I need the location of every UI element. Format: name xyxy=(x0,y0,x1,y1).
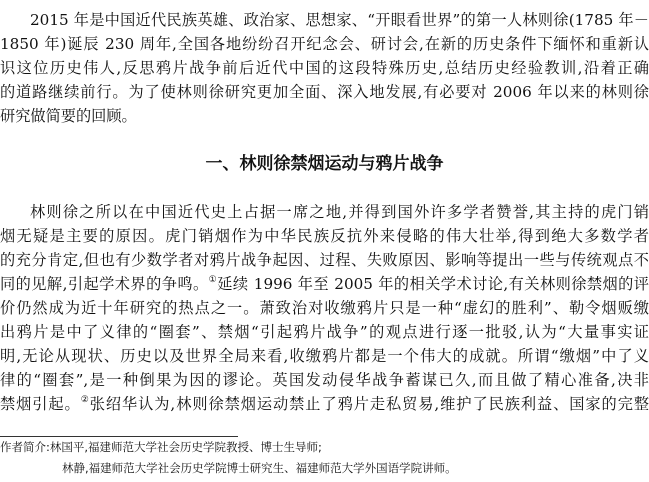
intro-line-5: 研究做简要的回顾。 xyxy=(0,107,137,125)
footnote-ref-1[interactable]: ① xyxy=(208,275,218,285)
body-line-2: 烟无疑是主要的原因。虎门销烟作为中华民族反抗外来侵略的伟大壮举,得到绝大多数学者 xyxy=(0,227,649,245)
footnote-divider xyxy=(0,436,238,437)
intro-line-3: 识这位历史伟人,反思鸦片战争前后近代中国的这段特殊历史,总结历史经验教训,沿着正确 xyxy=(0,59,649,77)
body-line-6: 出鸦片是中了义律的“圈套”、禁烟“引起鸦片战争”的观点进行逐一批驳,认为“大量事实证 xyxy=(0,323,649,341)
intro-line-1: 2015 年是中国近代民族英雄、政治家、思想家、“开眼看世界”的第一人林则徐(1785 年－ xyxy=(30,11,649,29)
body-line-7: 明,无论从现状、历史以及世界全局来看,收缴鸦片都是一个伟大的成就。所谓“缴烟”中了义 xyxy=(0,347,649,365)
body-line-3: 的充分肯定,但也有少数学者对鸦片战争起因、过程、失败原因、影响等提出一些与传统观点不 xyxy=(0,251,649,269)
body-line-8: 律的“圈套”,是一种倒果为因的谬论。英国发动侵华战争蓄谋已久,而且做了精心准备,决非 xyxy=(0,371,649,389)
section-heading: 一、林则徐禁烟运动与鸦片战争 xyxy=(205,154,444,174)
body-line-4 xyxy=(0,272,649,296)
body-line-9-text-a: 禁烟引起。 xyxy=(0,395,81,413)
author-note-line-2: 林静,福建师范大学社会历史学院博士研究生、福建师范大学外国语学院讲师。 xyxy=(62,461,457,475)
body-line-5: 价仍然成为近十年研究的热点之一。萧致治对收缴鸦片只是一种“虚幻的胜利”、勒令烟贩缴 xyxy=(0,299,649,317)
body-line-4-text-b: 延续 1996 年至 2005 年的相关学术讨论,有关林则徐禁烟的评 xyxy=(217,275,649,293)
body-line-9-text-b: 张绍华认为,林则徐禁烟运动禁止了鸦片走私贸易,维护了民族利益、国家的完整 xyxy=(89,395,649,413)
intro-line-2: 1850 年)诞辰 230 周年,全国各地纷纷召开纪念会、研讨会,在新的历史条件下缅怀和重新认 xyxy=(0,35,649,53)
body-line-1: 林则徐之所以在中国近代史上占据一席之地,并得到国外许多学者赞誉,其主持的虎门销 xyxy=(30,203,649,221)
footnote-ref-2[interactable]: ② xyxy=(80,395,90,405)
author-note-line-1: 作者简介:林国平,福建师范大学社会历史学院教授、博士生导师; xyxy=(0,440,322,454)
body-line-4-text-a: 同的见解,引起学术界的争鸣。 xyxy=(0,275,209,293)
intro-line-4: 的道路继续前行。为了使林则徐研究更加全面、深入地发展,有必要对 2006 年以来的林则徐 xyxy=(0,83,649,101)
body-line-9 xyxy=(0,392,649,416)
